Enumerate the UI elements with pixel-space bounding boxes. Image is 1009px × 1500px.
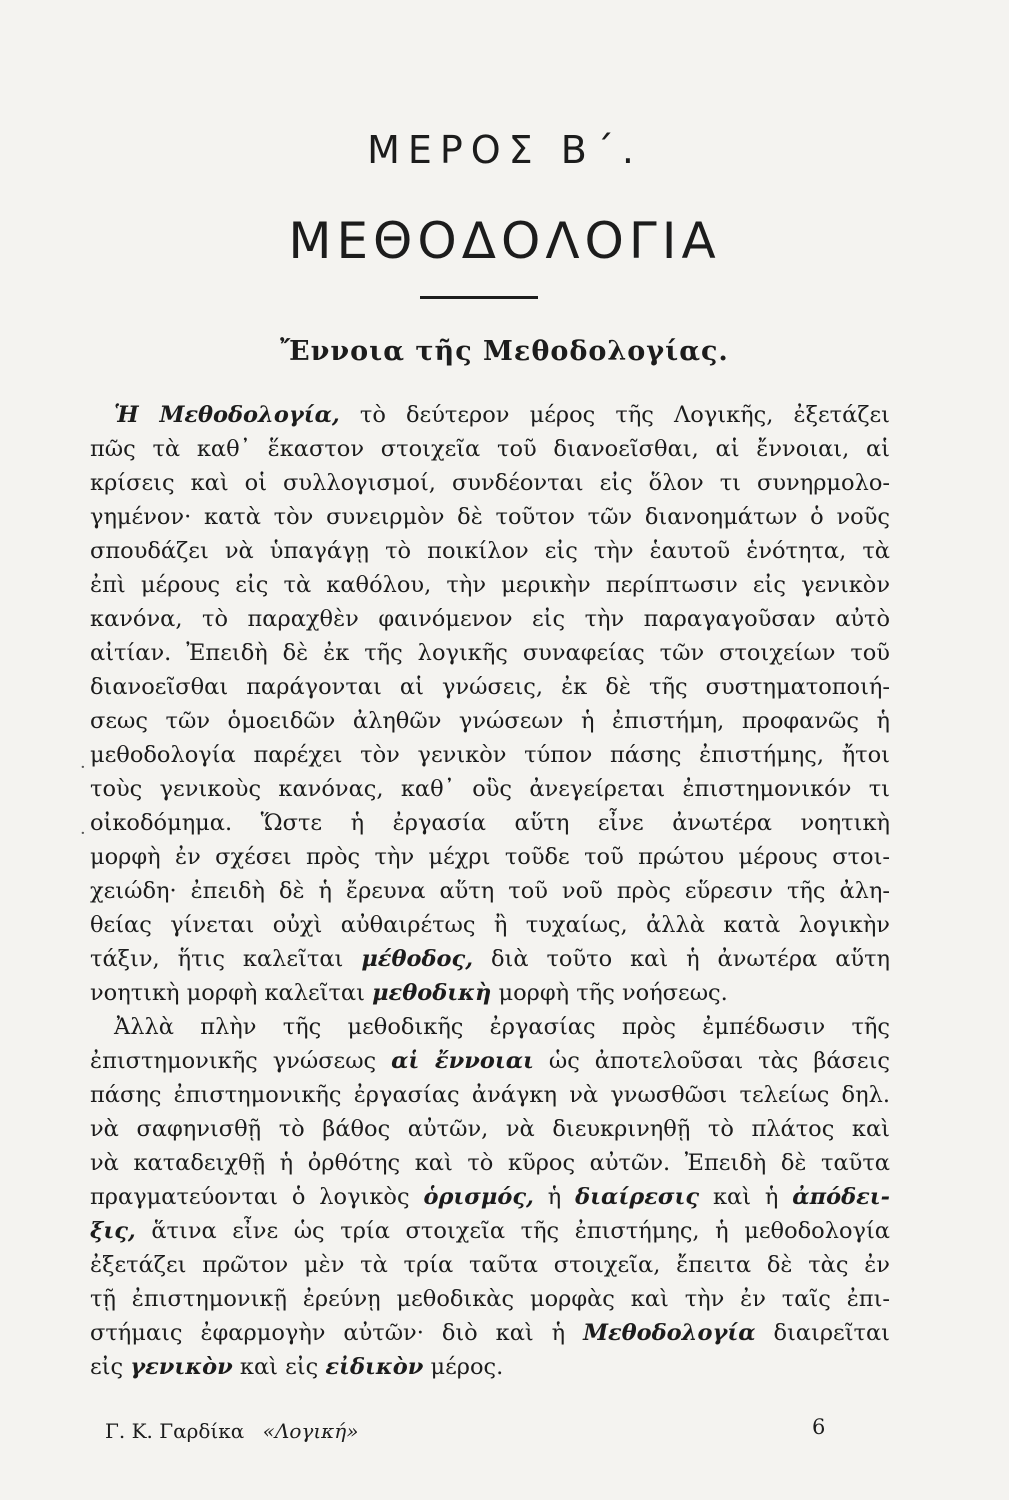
- text-line: [90, 874, 890, 908]
- text-segment: ἐπὶ μέρους εἰς τὰ καθόλου, τὴν μερικὴν περίπτωσιν εἰς γενικὸν: [90, 572, 890, 598]
- text-line: [90, 1010, 890, 1044]
- text-segment: Ἀλλὰ πλὴν τῆς μεθοδικῆς ἐργασίας πρὸς ἐμπέδωσιν τῆς: [114, 1014, 890, 1040]
- text-segment: τάξιν, ἥτις καλεῖται: [90, 946, 362, 972]
- text-segment: καὶ ἡ: [699, 1184, 793, 1210]
- section-title: Ἔννοια τῆς Μεθοδολογίας.: [280, 336, 729, 367]
- text-segment: χειώδη· ἐπειδὴ δὲ ἡ ἔρευνα αὕτη τοῦ νοῦ πρὸς εὕρεσιν τῆς ἀλη-: [90, 878, 890, 904]
- text-segment: εἰς: [90, 1354, 131, 1380]
- text-segment: τοὺς γενικοὺς κανόνας, καθ᾽ οὓς ἀνεγείρεται ἐπιστημονικόν τι: [90, 776, 890, 802]
- emphasized-term: γενικὸν: [130, 1354, 233, 1380]
- text-segment: ἐξετάζει πρῶτον μὲν τὰ τρία ταῦτα στοιχεῖα, ἔπειτα δὲ τὰς ἐν: [90, 1252, 890, 1278]
- text-segment: ἐπιστημονικῆς γνώσεως: [90, 1048, 392, 1074]
- text-line: [90, 1350, 890, 1384]
- text-segment: πραγματεύονται ὁ λογικὸς: [90, 1184, 424, 1210]
- text-segment: διὰ τοῦτο καὶ ἡ ἀνωτέρα αὕτη: [473, 946, 890, 972]
- text-line: [90, 840, 890, 874]
- text-line: [90, 738, 890, 772]
- text-segment: τὸ δεύτερον μέρος τῆς Λογικῆς, ἐξετάζει: [339, 402, 890, 428]
- text-line: [90, 1214, 890, 1248]
- text-segment: ἡ: [533, 1184, 576, 1210]
- margin-mark: ·: [80, 823, 86, 844]
- text-line: [90, 398, 890, 432]
- text-line: [90, 772, 890, 806]
- text-line: [90, 1112, 890, 1146]
- text-segment: νὰ καταδειχθῇ ἡ ὀρθότης καὶ τὸ κῦρος αὐτῶν. Ἐπειδὴ δὲ ταῦτα: [90, 1150, 890, 1176]
- text-line: [90, 1180, 890, 1214]
- emphasized-term: ὁρισμός,: [423, 1184, 534, 1210]
- footer-author: Γ. Κ. Γαρδίκα: [105, 1419, 245, 1443]
- text-line: [90, 1044, 890, 1078]
- main-title: ΜΕΘΟΔΟΛΟΓΙΑ: [288, 212, 721, 270]
- emphasized-term: ξις,: [90, 1218, 136, 1244]
- emphasized-term: μεθοδικὴ: [372, 980, 492, 1006]
- text-segment: οἰκοδόμημα. Ὥστε ἡ ἐργασία αὕτη εἶνε ἀνωτέρα νοητικὴ: [90, 810, 890, 836]
- text-segment: πῶς τὰ καθ᾽ ἕκαστον στοιχεῖα τοῦ διανοεῖσθαι, αἱ ἔννοιαι, αἱ: [90, 436, 890, 462]
- text-line: [90, 534, 890, 568]
- text-segment: διαιρεῖται: [755, 1320, 890, 1346]
- text-line: [90, 942, 890, 976]
- text-segment: πάσης ἐπιστημονικῆς ἐργασίας ἀνάγκη νὰ γνωσθῶσι τελείως δηλ.: [90, 1082, 890, 1108]
- text-segment: μέρος.: [423, 1354, 504, 1380]
- text-segment: μεθοδολογία παρέχει τὸν γενικὸν τύπον πάσης ἐπιστήμης, ἤτοι: [90, 742, 890, 768]
- text-segment: κανόνα, τὸ παραχθὲν φαινόμενον εἰς τὴν παραγαγοῦσαν αὐτὸ: [90, 606, 890, 632]
- text-line: [90, 670, 890, 704]
- emphasized-term: διαίρεσις: [575, 1184, 700, 1210]
- emphasized-term: Μεθοδολογία: [583, 1320, 756, 1346]
- emphasized-term: αἱ ἔννοιαι: [391, 1048, 534, 1074]
- emphasized-term: μέθοδος,: [361, 946, 474, 972]
- text-segment: τῇ ἐπιστημονικῇ ἐρεύνῃ μεθοδικὰς μορφὰς καὶ τὴν ἐν ταῖς ἐπι-: [90, 1286, 890, 1312]
- text-segment: μορφὴ ἐν σχέσει πρὸς τὴν μέχρι τοῦδε τοῦ πρώτου μέρους στοι-: [90, 844, 890, 870]
- text-line: [90, 1316, 890, 1350]
- emphasized-term: Ἡ Μεθοδολογία,: [114, 402, 340, 428]
- text-line: [90, 500, 890, 534]
- text-segment: μορφὴ τῆς νοήσεως.: [491, 980, 728, 1006]
- text-line: [90, 568, 890, 602]
- text-segment: κρίσεις καὶ οἱ συλλογισμοί, συνδέονται εἰς ὅλον τι συνηρμολο-: [90, 470, 890, 496]
- text-segment: σεως τῶν ὁμοειδῶν ἀληθῶν γνώσεων ἡ ἐπιστήμη, προφανῶς ἡ: [90, 708, 890, 734]
- margin-mark: ·: [80, 757, 86, 778]
- text-line: [90, 1248, 890, 1282]
- text-line: [90, 1078, 890, 1112]
- text-segment: διανοεῖσθαι παράγονται αἱ γνώσεις, ἐκ δὲ τῆς συστηματοποιή-: [90, 674, 890, 700]
- text-segment: νοητικὴ μορφὴ καλεῖται: [90, 980, 373, 1006]
- title-rule: [420, 296, 538, 299]
- text-segment: γημένον· κατὰ τὸν συνειρμὸν δὲ τοῦτον τῶν διανοημάτων ὁ νοῦς: [90, 504, 890, 530]
- emphasized-term: εἰδικὸν: [325, 1354, 424, 1380]
- text-line: [90, 704, 890, 738]
- text-segment: νὰ σαφηνισθῇ τὸ βάθος αὐτῶν, νὰ διευκρινηθῇ τὸ πλάτος καὶ: [90, 1116, 890, 1142]
- text-line: [90, 1282, 890, 1316]
- page-number: 6: [812, 1415, 826, 1439]
- text-line: [90, 908, 890, 942]
- page-footer: [105, 1419, 825, 1443]
- text-segment: θείας γίνεται οὐχὶ αὐθαιρέτως ἢ τυχαίως, ἀλλὰ κατὰ λογικὴν: [90, 912, 890, 938]
- text-line: [90, 636, 890, 670]
- text-segment: αἰτίαν. Ἐπειδὴ δὲ ἐκ τῆς λογικῆς συναφείας τῶν στοιχείων τοῦ: [90, 640, 890, 666]
- text-segment: ὡς ἀποτελοῦσαι τὰς βάσεις: [533, 1048, 890, 1074]
- emphasized-term: ἀπόδει-: [792, 1184, 890, 1210]
- body-text: [90, 398, 890, 1384]
- text-line: [90, 1146, 890, 1180]
- text-line: [90, 806, 890, 840]
- text-segment: στήμαις ἐφαρμογὴν αὐτῶν· διὸ καὶ ἡ: [90, 1320, 584, 1346]
- text-line: [90, 976, 890, 1010]
- text-segment: σπουδάζει νὰ ὑπαγάγῃ τὸ ποικίλον εἰς τὴν ἑαυτοῦ ἑνότητα, τὰ: [90, 538, 890, 564]
- part-heading: ΜΕΡΟΣ Β΄.: [367, 128, 642, 172]
- text-line: [90, 602, 890, 636]
- text-segment: ἅτινα εἶνε ὡς τρία στοιχεῖα τῆς ἐπιστήμης, ἡ μεθοδολογία: [135, 1218, 890, 1244]
- footer-book-title: «Λογική»: [262, 1419, 359, 1443]
- text-line: [90, 466, 890, 500]
- text-line: [90, 432, 890, 466]
- text-segment: καὶ εἰς: [232, 1354, 326, 1380]
